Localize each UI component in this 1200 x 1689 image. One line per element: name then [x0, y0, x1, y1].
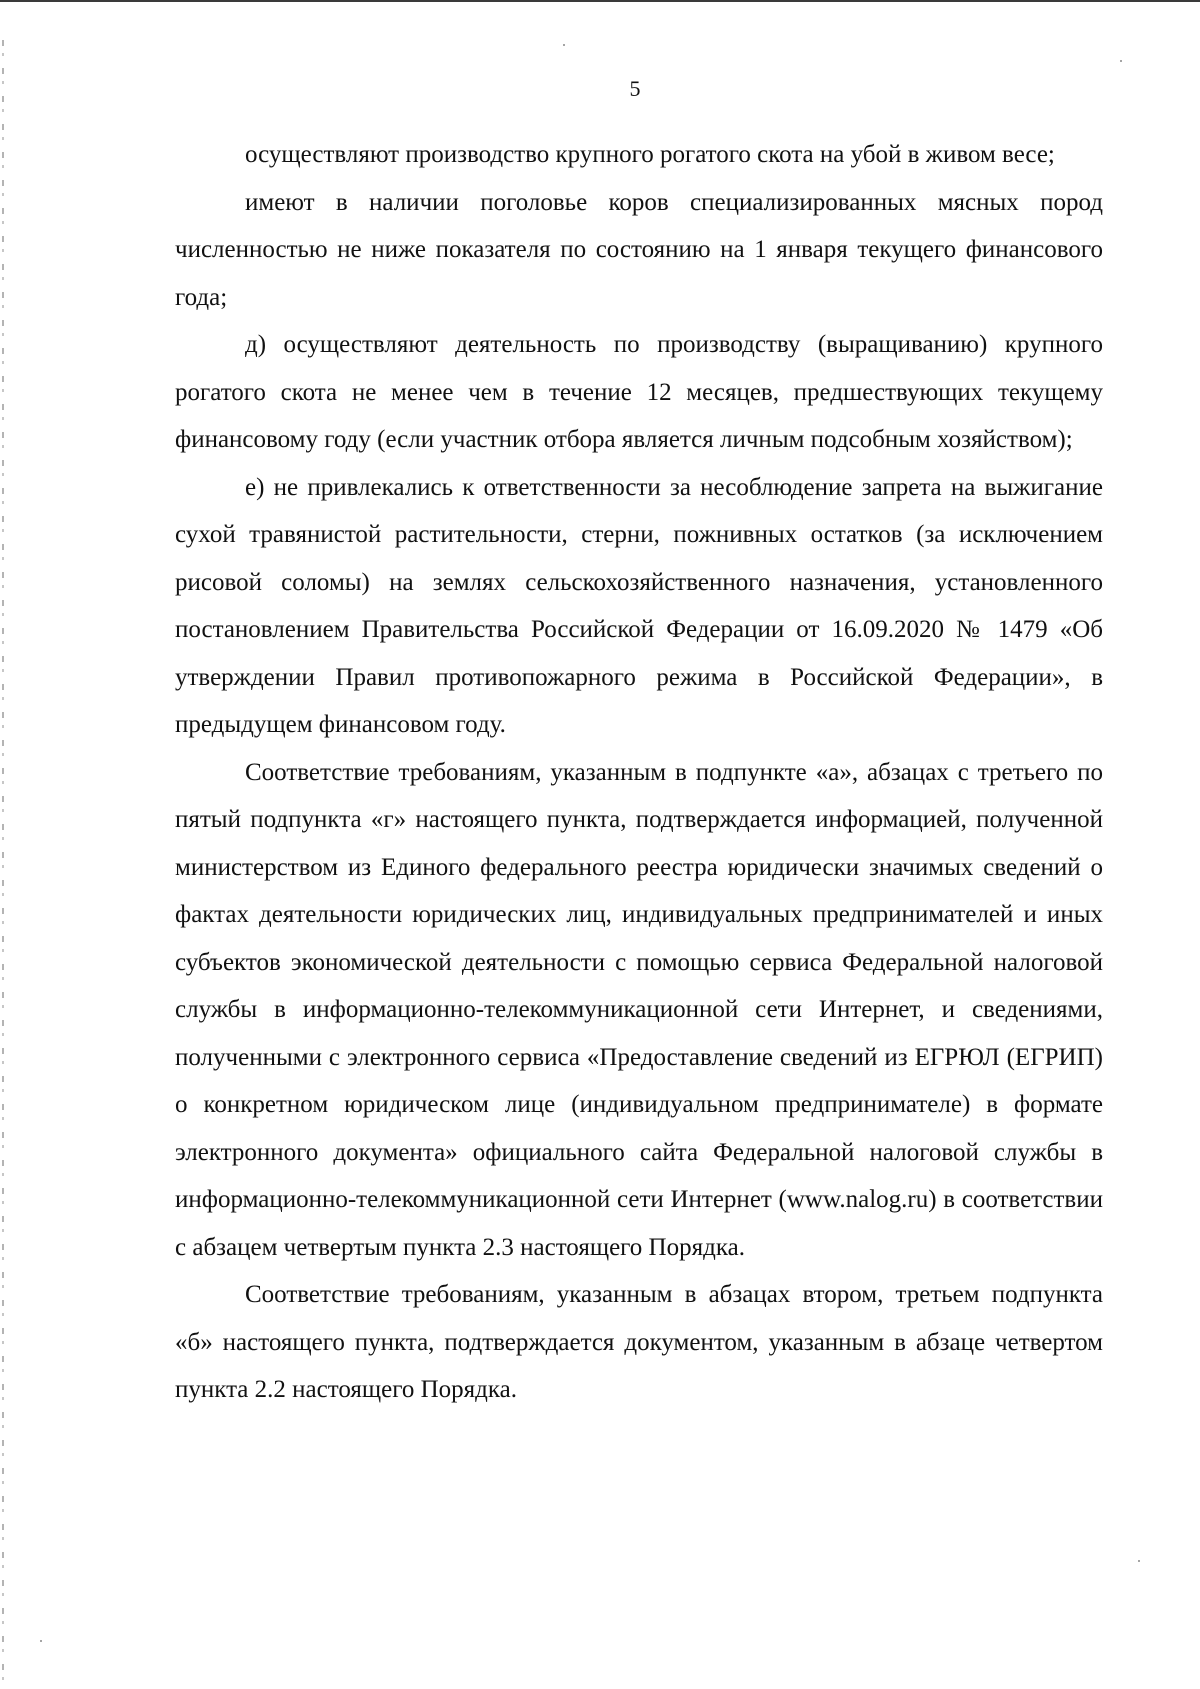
paragraph-1: осуществляют производство крупного рогатого скота на убой в живом весе; [245, 141, 1055, 168]
scan-speck [40, 1640, 42, 1642]
scan-speck [1138, 1560, 1140, 1562]
page-number: 5 [629, 76, 641, 101]
paragraph-4: е) не привлекались к ответственности за несоблюдение запрета на выжигание сухой травянистой растительности, стерни, пожнивных остатков (за исключением рисовой соломы) на землях сельскохозяйственного назначения, установленного постановлением Правительства Российской Федерации от 16.09.2020 № 1479 «Об утверждении Правил противопожарного режима в Российской Федерации», в предыдущем финансовом году. [175, 473, 1103, 738]
scan-border-top [0, 0, 1200, 2]
scan-border-left [2, 40, 4, 1680]
paragraph-6: Соответствие требованиям, указанным в абзацах втором, третьем подпункта «б» настоящего пункта, подтверждается документом, указанным в абзаце четвертом пункта 2.2 настоящего Порядка. [175, 1281, 1103, 1403]
scan-speck [563, 44, 565, 46]
body-text [175, 131, 1103, 1414]
scan-speck [1120, 60, 1122, 62]
paragraph-5: Соответствие требованиям, указанным в подпункте «а», абзацах с третьего по пятый подпункта «г» настоящего пункта, подтверждается информацией, полученной министерством из Единого федерального реестра юридически значимых сведений о фактах деятельности юридических лиц, индивидуальных предпринимателей и иных субъектов экономической деятельности с помощью сервиса Федеральной налоговой службы в информационно-телекоммуникационной сети Интернет, и сведениями, полученными с электронного сервиса «Предоставление сведений из ЕГРЮЛ (ЕГРИП) о конкретном юридическом лице (индивидуальном предпринимателе) в формате электронного документа» официального сайта Федеральной налоговой службы в информационно-телекоммуникационной сети Интернет (www.nalog.ru) в соответствии с абзацем четвертым пункта 2.3 настоящего Порядка. [175, 758, 1103, 1261]
paragraph-3: д) осуществляют деятельность по производству (выращиванию) крупного рогатого скота не менее чем в течение 12 месяцев, предшествующих текущему финансовому году (если участник отбора является личным подсобным хозяйством); [175, 331, 1103, 453]
paragraph-2: имеют в наличии поголовье коров специализированных мясных пород численностью не ниже показателя по состоянию на 1 января текущего финансового года; [175, 188, 1103, 311]
